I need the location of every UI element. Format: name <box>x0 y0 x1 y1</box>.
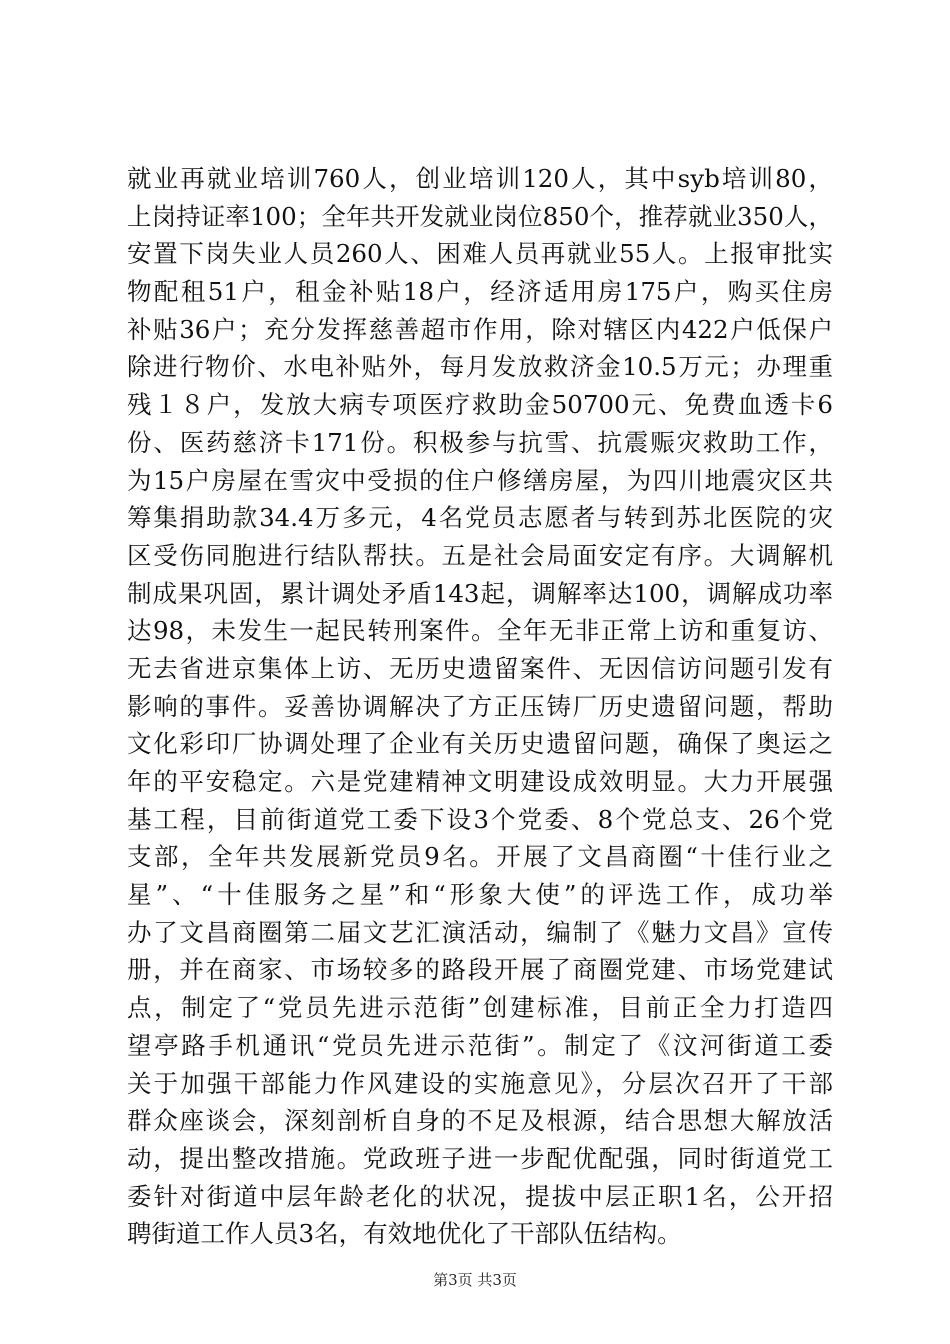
text-line: 动，提出整改措施。党政班子进一步配优配强，同时街道党工 <box>127 1143 833 1173</box>
text-line: 册，并在商家、市场较多的路段开展了商圈党建、市场党建试 <box>127 955 833 985</box>
body-text <box>127 160 833 1253</box>
text-line: 份、医药慈济卡171份。积极参与抗雪、抗震赈灾救助工作， <box>127 427 833 457</box>
text-line: 补贴36户；充分发挥慈善超市作用，除对辖区内422户低保户 <box>127 314 833 344</box>
page-footer: 第3页 共3页 <box>433 1271 517 1289</box>
text-line: 委针对街道中层年龄老化的状况，提拔中层正职1名，公开招 <box>127 1181 833 1211</box>
text-line: 安置下岗失业人员260人、困难人员再就业55人。上报审批实 <box>127 239 833 269</box>
text-line: 望亭路手机通讯“党员先进示范街”。制定了《汶河街道工委 <box>127 1030 833 1060</box>
text-line: 上岗持证率100；全年共开发就业岗位850个，推荐就业350人， <box>127 201 833 231</box>
text-line: 达98，未发生一起民转刑案件。全年无非正常上访和重复访、 <box>127 616 833 646</box>
text-line: 为15户房屋在雪灾中受损的住户修缮房屋，为四川地震灾区共 <box>127 465 833 495</box>
text-line: 支部，全年共发展新党员9名。开展了文昌商圈“十佳行业之 <box>127 842 833 872</box>
text-line: 群众座谈会，深刻剖析自身的不足及根源，结合思想大解放活 <box>127 1106 833 1136</box>
text-line: 制成果巩固，累计调处矛盾143起，调解率达100，调解成功率 <box>127 578 833 608</box>
text-line: 除进行物价、水电补贴外，每月发放救济金10.5万元；办理重 <box>127 352 833 382</box>
text-line: 关于加强干部能力作风建设的实施意见》，分层次召开了干部 <box>127 1068 833 1098</box>
text-line: 区受伤同胞进行结队帮扶。五是社会局面安定有序。大调解机 <box>127 540 833 570</box>
text-line: 文化彩印厂协调处理了企业有关历史遗留问题，确保了奥运之 <box>127 729 833 759</box>
text-line: 办了文昌商圈第二届文艺汇演活动，编制了《魅力文昌》宣传 <box>127 917 833 947</box>
text-line: 影响的事件。妥善协调解决了方正压铸厂历史遗留问题，帮助 <box>127 691 833 721</box>
text-line: 基工程，目前街道党工委下设3个党委、8个党总支、26个党 <box>127 804 833 834</box>
text-line: 筹集捐助款34.4万多元，4名党员志愿者与转到苏北医院的灾 <box>127 503 833 533</box>
text-line: 点，制定了“党员先进示范街”创建标准，目前正全力打造四 <box>127 993 833 1023</box>
text-line: 就业再就业培训760人，创业培训120人，其中syb培训80， <box>127 164 833 193</box>
text-line: 残１８户，发放大病专项医疗救助金50700元、免费血透卡6 <box>127 390 833 420</box>
text-line: 年的平安稳定。六是党建精神文明建设成效明显。大力开展强 <box>127 767 833 796</box>
text-line: 物配租51户，租金补贴18户，经济适用房175户，购买住房 <box>127 277 833 307</box>
text-line: 星”、“十佳服务之星”和“形象大使”的评选工作，成功举 <box>127 880 833 910</box>
text-line: 聘街道工作人员3名，有效地优化了干部队伍结构。 <box>127 1219 682 1249</box>
text-line: 无去省进京集体上访、无历史遗留案件、无因信访问题引发有 <box>127 653 833 683</box>
